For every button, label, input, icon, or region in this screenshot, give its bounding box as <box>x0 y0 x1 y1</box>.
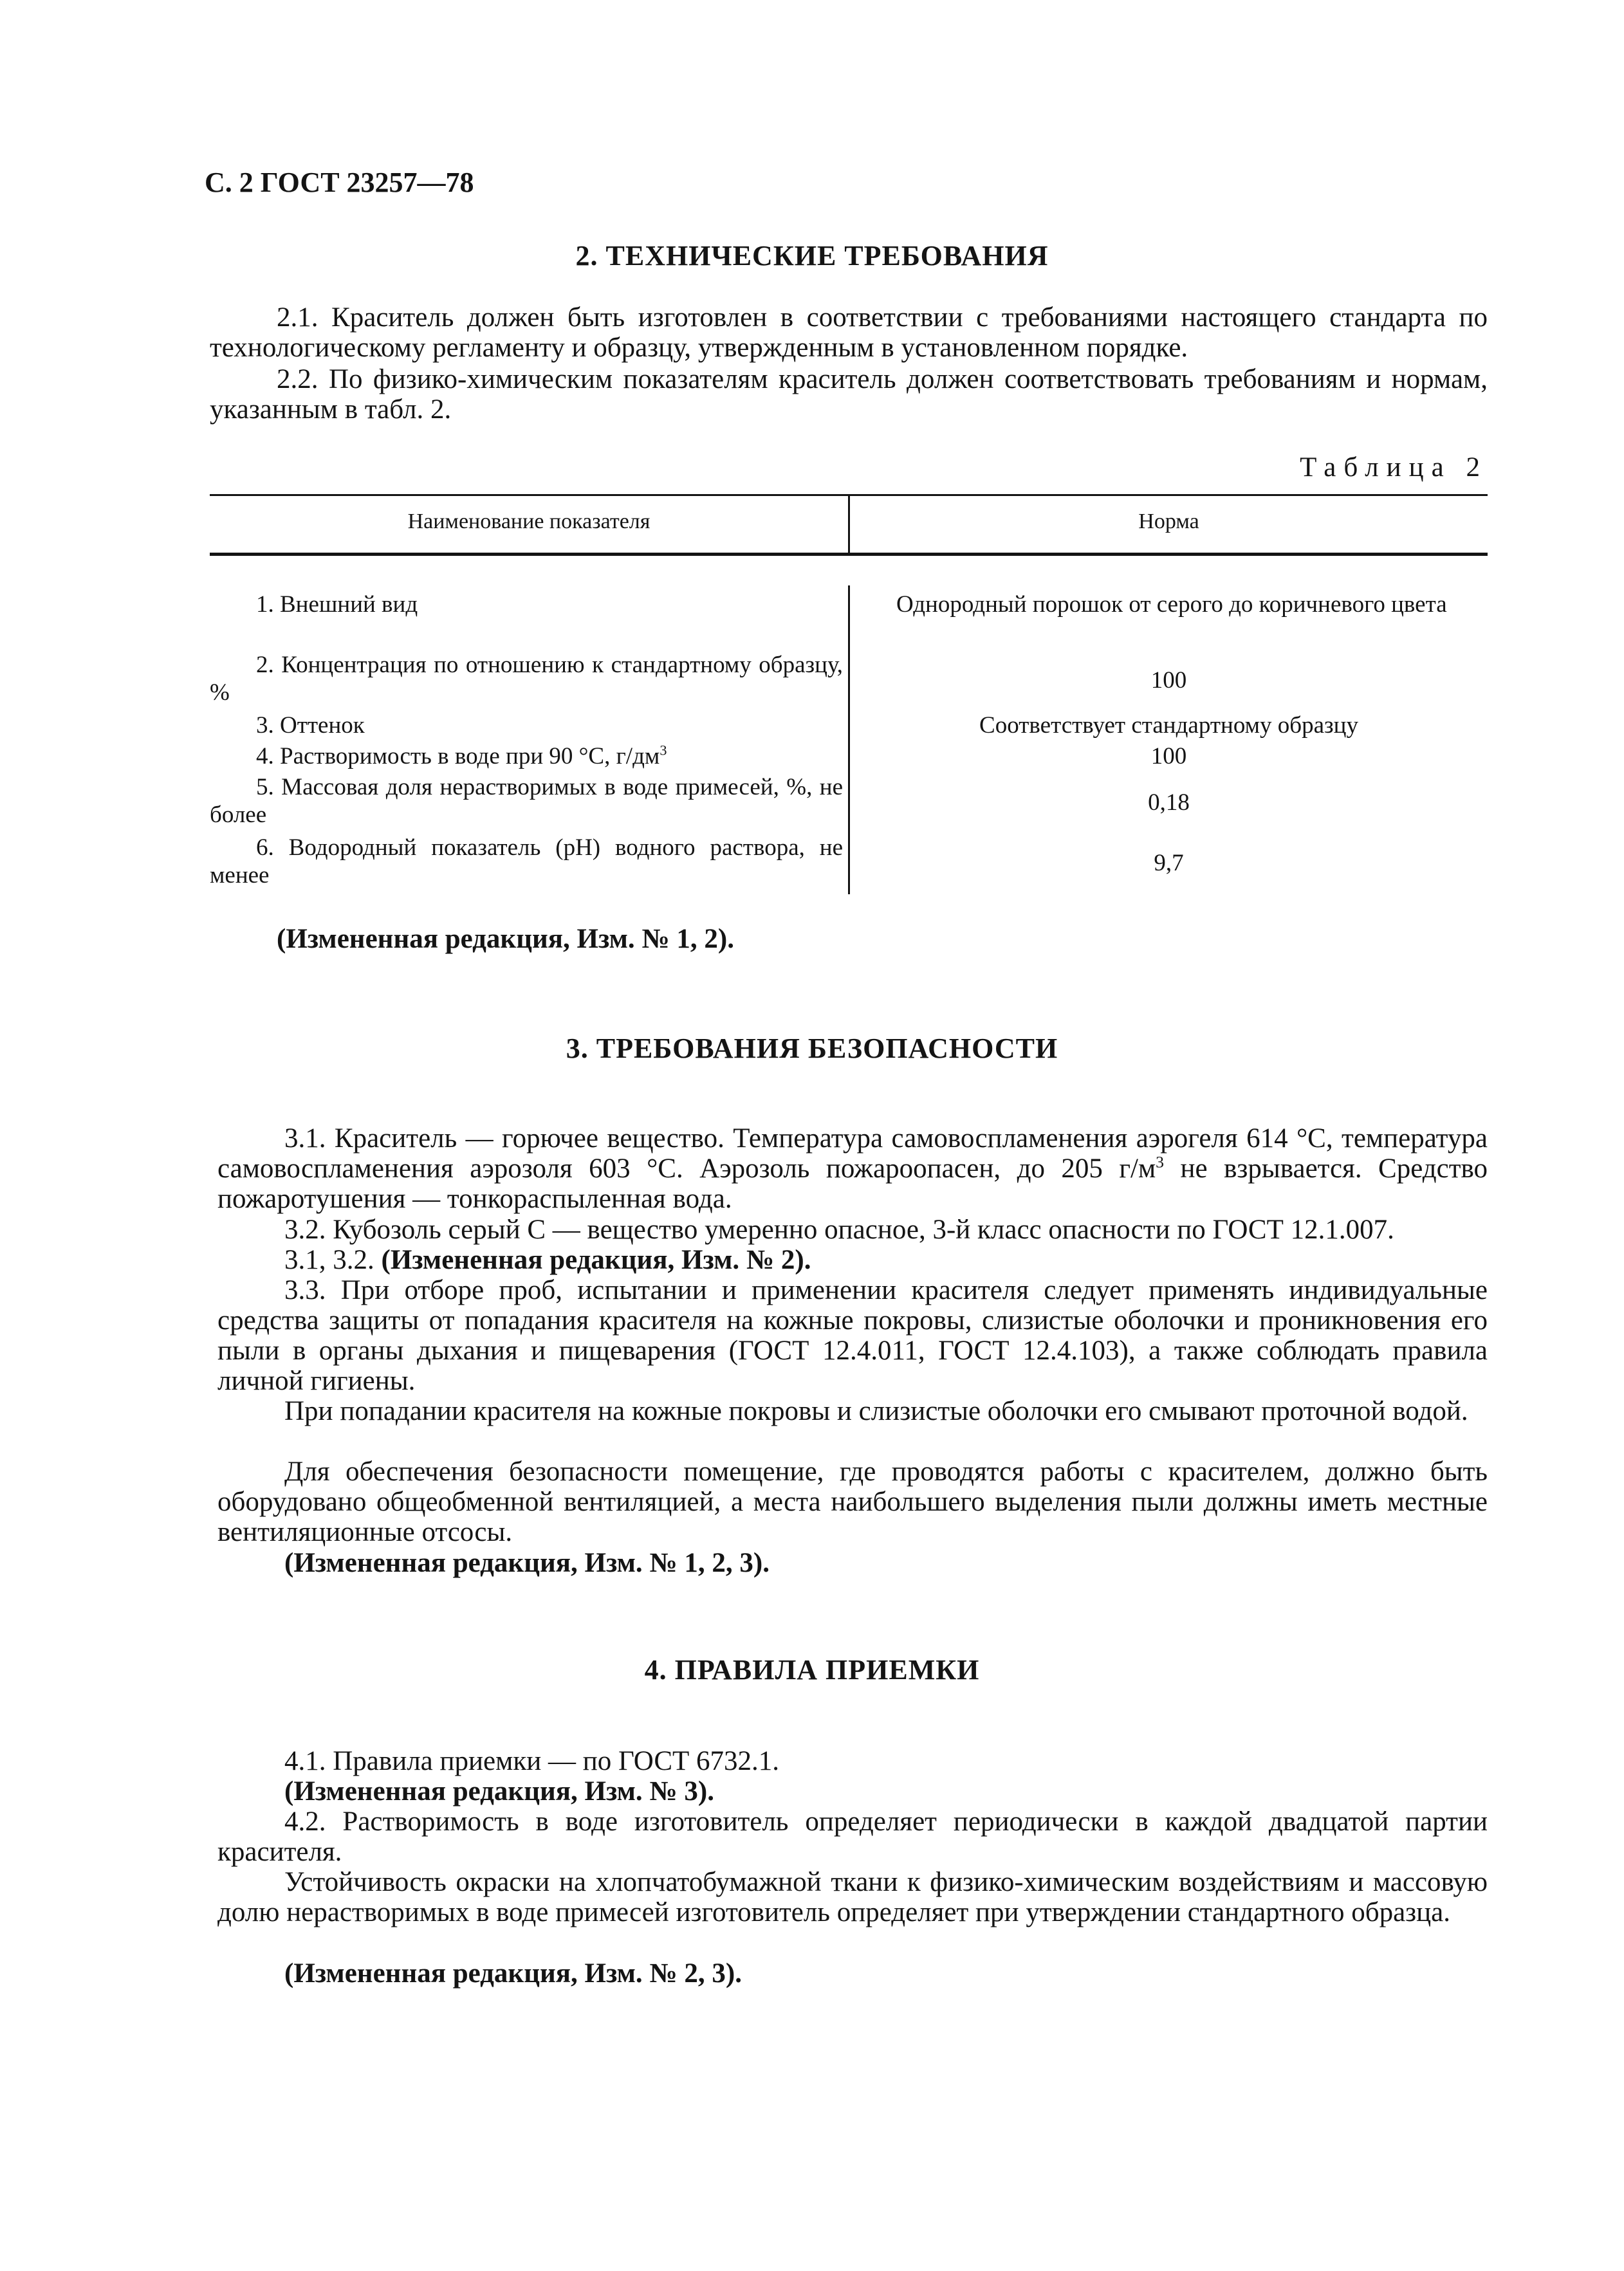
section-4-title: 4. ПРАВИЛА ПРИЕМКИ <box>644 1654 980 1686</box>
table-row-5-name-text: 5. Массовая доля нерастворимых в воде примесей, %, не более <box>210 774 843 828</box>
paragraph-3-1-text-b: не взрывается. Средство пожаротушения — тонкораспыленная вода. <box>217 1154 1488 1214</box>
paragraph-3-3-b <box>217 1396 1488 1426</box>
paragraph-3-3 <box>217 1275 1488 1396</box>
paragraph-3-2-text: 3.2. Кубозоль серый С — вещество умеренно опасное, 3-й класс опасности по ГОСТ 12.1.007. <box>284 1215 1394 1245</box>
paragraph-3-1-3-2-note <box>217 1245 1488 1275</box>
table-row-1-norm <box>850 591 1488 618</box>
table-row-3-norm: Соответствует стандартному образцу <box>979 712 1358 739</box>
paragraph-3-3-c-text: Для обеспечения безопасности помещение, где проводятся работы с красителем, должно быть оборудовано общеобменной вентиляцией, а места наибольшего выделения пыли должны иметь местные вентиляционные отсосы. <box>217 1457 1488 1547</box>
paragraph-3-2 <box>217 1215 1488 1245</box>
paragraph-3-3-text: 3.3. При отборе проб, испытании и применении красителя следует применять индивидуальные средства защиты от попадания красителя на кожные покровы, слизистые оболочки и проникновения его пыли в органы дыхания и пищеварения (ГОСТ 12.4.011, ГОСТ 12.4.103), а также соблюдать правила личной гигиены. <box>217 1275 1488 1396</box>
table-row-6-norm: 9,7 <box>1154 850 1184 876</box>
paragraph-3-note-bold: (Измененная редакция, Изм. № 2). <box>381 1245 811 1275</box>
table-row-6-name-text: 6. Водородный показатель (рН) водного раствора, не менее <box>210 834 843 888</box>
table-row-2-name-text: 2. Концентрация по отношению к стандартному образцу, % <box>210 652 843 706</box>
table-row-2-name <box>210 651 843 706</box>
paragraph-4-2-b-text: Устойчивость окраски на хлопчатобумажной ткани к физико-химическим воздействиям и массовую долю нерастворимых в воде примесей изготовитель определяет при утверждении стандартного образца. <box>217 1867 1488 1927</box>
paragraph-2-2 <box>210 364 1488 425</box>
section-4-note-2: (Измененная редакция, Изм. № 2, 3). <box>284 1958 742 1989</box>
section-3-note: (Измененная редакция, Изм. № 1, 2, 3). <box>284 1548 770 1578</box>
table-header-norm: Норма <box>1138 510 1199 533</box>
paragraph-4-2-b <box>217 1867 1488 1927</box>
table-row-3-name-text: 3. Оттенок <box>256 712 365 739</box>
paragraph-4-1 <box>217 1746 1488 1776</box>
paragraph-3-3-c <box>217 1457 1488 1547</box>
paragraph-4-2-text: 4.2. Растворимость в воде изготовитель определяет периодически в каждой двадцатой партии красителя. <box>217 1807 1488 1867</box>
paragraph-4-2 <box>217 1807 1488 1867</box>
table-row-1-name <box>210 591 843 618</box>
table-row-4-name <box>210 742 843 770</box>
paragraph-3-note-ref: 3.1, 3.2. <box>284 1245 382 1275</box>
paragraph-4-1-text: 4.1. Правила приемки — по ГОСТ 6732.1. <box>284 1746 780 1776</box>
table-row-1-norm-text: Однородный порошок от серого до коричневого цвета <box>896 591 1447 618</box>
running-head: С. 2 ГОСТ 23257—78 <box>205 167 474 198</box>
table-row-4-sup: 3 <box>660 742 667 759</box>
table-caption: Таблица 2 <box>1300 452 1488 483</box>
table-row-5-norm: 0,18 <box>1148 789 1190 816</box>
table-body-divider <box>848 585 850 894</box>
table-note: (Измененная редакция, Изм. № 1, 2). <box>277 924 734 954</box>
table-row-4-name-text: 4. Растворимость в воде при 90 °С, г/дм <box>256 743 660 769</box>
paragraph-2-2-text: 2.2. По физико-химическим показателям краситель должен соответствовать требованиям и нормам, указанным в табл. 2. <box>210 364 1488 425</box>
table-header-rule <box>210 553 1488 556</box>
table-row-4-norm: 100 <box>1150 743 1187 769</box>
table-row-5-name <box>210 773 843 829</box>
paragraph-3-1 <box>217 1123 1488 1214</box>
table-row-6-name <box>210 834 843 889</box>
section-3-title: 3. ТРЕБОВАНИЯ БЕЗОПАСНОСТИ <box>566 1033 1058 1064</box>
paragraph-2-1 <box>210 302 1488 363</box>
paragraph-3-1-text-a: 3.1. Краситель — горючее вещество. Температура самовоспламенения аэрогеля 614 °С, температура самовоспламенения аэрозоля 603 °С. Аэрозоль пожароопасен, до 205 г/м <box>217 1123 1488 1184</box>
section-4-note-1: (Измененная редакция, Изм. № 3). <box>284 1776 714 1807</box>
table-row-3-name <box>210 712 843 739</box>
paragraph-2-1-text: 2.1. Краситель должен быть изготовлен в соответствии с требованиями настоящего стандарта по технологическому регламенту и образцу, утвержденным в установленном порядке. <box>210 302 1488 363</box>
table-row-2-norm: 100 <box>1150 667 1187 694</box>
paragraph-3-1-sup: 3 <box>1156 1152 1165 1172</box>
table-header-name: Наименование показателя <box>407 510 651 533</box>
table-row-1-name-text: 1. Внешний вид <box>256 591 418 618</box>
section-2-title: 2. ТЕХНИЧЕСКИЕ ТРЕБОВАНИЯ <box>575 240 1049 271</box>
paragraph-3-3-b-text: При попадании красителя на кожные покровы и слизистые оболочки его смывают проточной водой. <box>284 1396 1468 1426</box>
